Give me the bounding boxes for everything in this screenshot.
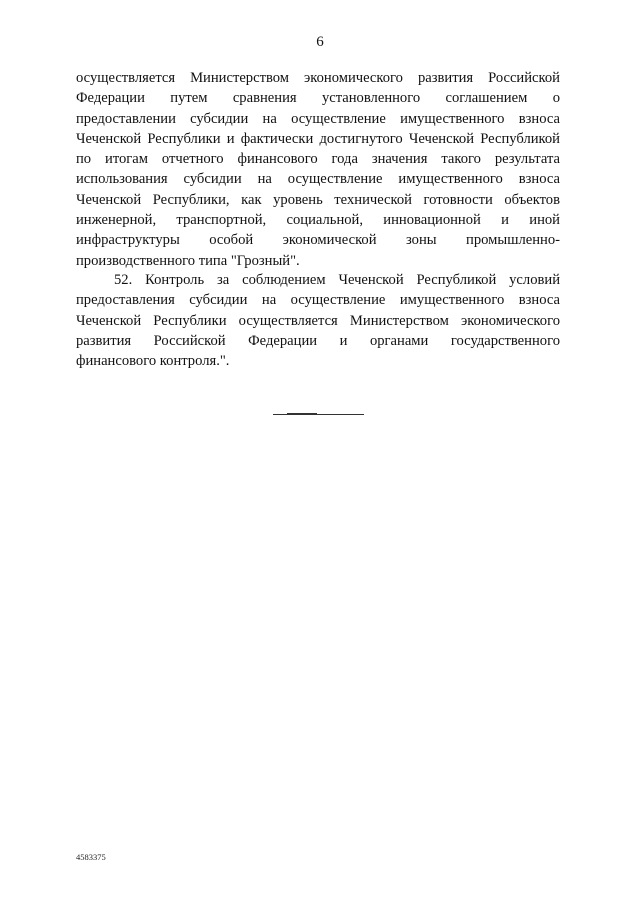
text-line: Чеченской Республики, как уровень технической готовности объектов — [76, 191, 560, 208]
document-id: 4583375 — [76, 852, 106, 862]
text-line: осуществляется Министерством экономического развития Российской — [76, 70, 560, 86]
paragraph-2 — [76, 270, 560, 371]
text-line: Чеченской Республики и фактически достигнутого Чеченской Республикой — [76, 130, 560, 147]
text-line: инфраструктуры особой экономической зоны промышленно- — [76, 232, 560, 249]
text-line: финансового контроля.". — [76, 353, 230, 370]
text-line: развития Российской Федерации и органами государственного — [76, 332, 560, 349]
text-line: по итогам отчетного финансового года значения такого результата — [76, 151, 560, 168]
text-line: использования субсидии на осуществление имущественного взноса — [76, 171, 560, 188]
end-separator-line — [273, 414, 364, 415]
text-line: Федерации путем сравнения установленного соглашением о — [76, 90, 560, 107]
text-line: 52. Контроль за соблюдением Чеченской Республикой условий — [114, 272, 560, 288]
text-line: предоставления субсидии на осуществление имущественного взноса — [76, 292, 560, 309]
text-line: производственного типа "Грозный". — [76, 252, 300, 269]
text-line: инженерной, транспортной, социальной, инновационной и иной — [76, 212, 560, 229]
paragraph-1 — [76, 68, 560, 271]
text-line: предоставлении субсидии на осуществление имущественного взноса — [76, 110, 560, 127]
page-number: 6 — [316, 34, 324, 50]
text-line: Чеченской Республики осуществляется Министерством экономического — [76, 312, 560, 329]
